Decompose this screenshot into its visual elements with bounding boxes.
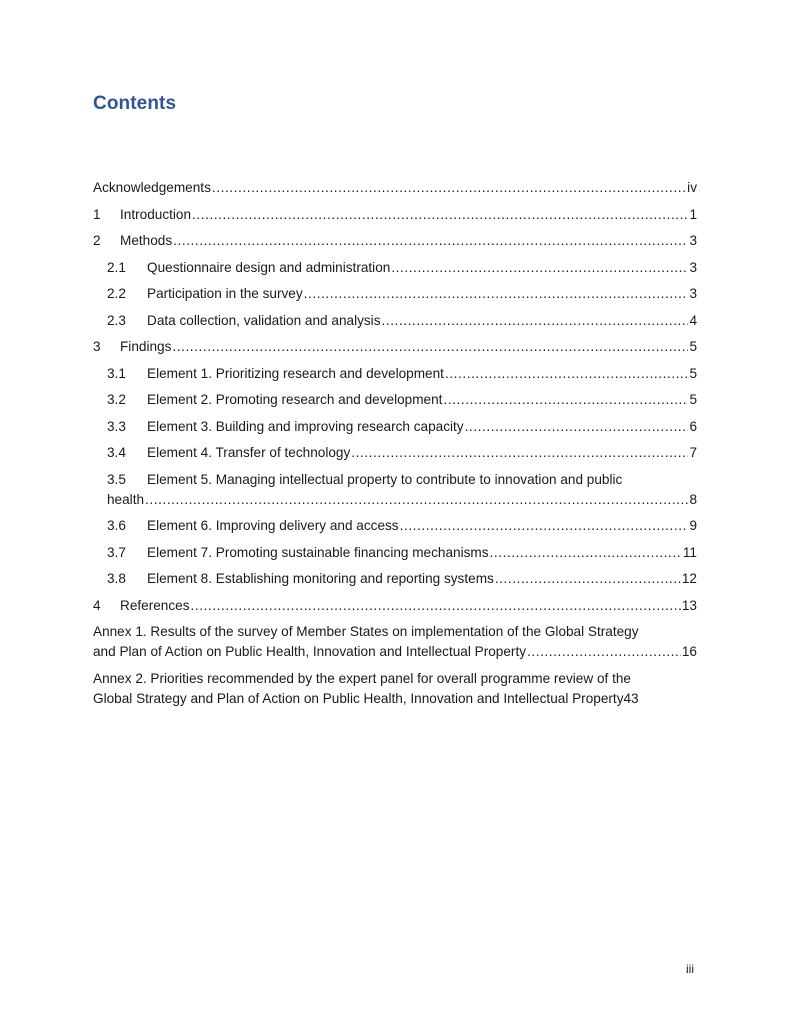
toc-entry-element-5[interactable] [93, 471, 697, 509]
dot-leader [191, 597, 681, 615]
toc-page-number: 43 [623, 690, 639, 706]
toc-entry-data-collection[interactable] [93, 312, 697, 330]
toc-page-number: 5 [689, 365, 697, 381]
toc-page-number: 4 [689, 312, 697, 328]
toc-page-number: 5 [689, 339, 697, 354]
toc-entry-participation[interactable] [93, 285, 697, 303]
toc-section-number: 3.4 [107, 445, 126, 460]
toc-entry-element-6[interactable] [93, 517, 697, 535]
toc-entry-references[interactable] [93, 597, 697, 615]
toc-section-number: 3.1 [107, 365, 126, 381]
toc-entry-text: Annex 2. Priorities recommended by the expert panel for overall programme review of the [93, 670, 631, 686]
dot-leader [400, 517, 689, 535]
dot-leader [391, 259, 688, 277]
toc-section-number: 3.3 [107, 418, 126, 434]
toc-page-number: 3 [689, 259, 697, 275]
toc-entry-text: Element 8. Establishing monitoring and reporting systems [147, 571, 494, 586]
toc-entry-text: Element 1. Prioritizing research and development [147, 365, 444, 381]
dot-leader [465, 418, 689, 436]
toc-section-number: 2 [93, 233, 101, 248]
dot-leader [212, 179, 686, 197]
toc-entry-text: Acknowledgements [93, 180, 211, 195]
toc-entry-findings[interactable] [93, 338, 697, 356]
toc-section-number: 2.2 [107, 286, 126, 301]
dot-leader [382, 312, 689, 330]
toc-entry-element-1[interactable] [93, 365, 697, 383]
toc-entry-text: References [120, 597, 190, 613]
toc-entry-introduction[interactable] [93, 206, 697, 224]
toc-entry-text: Data collection, validation and analysis [147, 312, 381, 328]
toc-entry-text: Findings [120, 339, 172, 354]
dot-leader [443, 391, 688, 409]
toc-entry-text: Element 6. Improving delivery and access [147, 518, 399, 533]
dot-leader [527, 643, 681, 661]
toc-entry-element-2[interactable] [93, 391, 697, 409]
toc-page-number: 7 [689, 445, 697, 460]
toc-entry-element-3[interactable] [93, 418, 697, 436]
toc-entry-text: Element 5. Managing intellectual property to contribute to innovation and public [147, 471, 623, 487]
toc-page-number: 1 [689, 206, 697, 222]
dot-leader [490, 544, 682, 562]
toc-section-number: 1 [93, 206, 101, 222]
toc-entry-text: Annex 1. Results of the survey of Member States on implementation of the Global Strategy [93, 624, 639, 639]
toc-page-number: 11 [682, 544, 697, 560]
toc-entry-text: Element 2. Promoting research and development [147, 392, 443, 407]
toc-section-number: 3.7 [107, 544, 126, 560]
toc-section-number: 4 [93, 597, 101, 613]
toc-section-number: 3.8 [107, 571, 126, 586]
toc-section-number: 2.1 [107, 259, 126, 275]
page-title: Contents [93, 93, 177, 114]
toc-entry-text: Methods [120, 233, 173, 248]
dot-leader [173, 232, 688, 250]
toc-entry-questionnaire-design[interactable] [93, 259, 697, 277]
toc-entry-text: Participation in the survey [147, 286, 303, 301]
toc-section-number: 3.2 [107, 392, 126, 407]
toc-page-number: 3 [689, 233, 697, 248]
toc-page-number: 16 [681, 644, 697, 659]
toc-page-number: 12 [681, 571, 697, 586]
toc-entry-element-7[interactable] [93, 544, 697, 562]
dot-leader [145, 491, 688, 509]
toc-section-number: 3.6 [107, 518, 126, 533]
toc-entry-annex-2[interactable] [93, 670, 697, 708]
toc-page-number: 8 [689, 491, 697, 507]
dot-leader [172, 338, 688, 356]
toc-entry-annex-1[interactable] [93, 623, 697, 661]
toc-entry-text: Introduction [120, 206, 192, 222]
toc-entry-text: Questionnaire design and administration [147, 259, 391, 275]
toc-entry-text-continued: health [107, 491, 145, 507]
dot-leader [304, 285, 689, 303]
toc-section-number: 3.5 [107, 471, 126, 487]
dot-leader [445, 365, 688, 383]
toc-page-number: 13 [681, 597, 697, 613]
toc-page-number: 6 [689, 418, 697, 434]
toc-entry-element-8[interactable] [93, 570, 697, 588]
page-footer-number: iii [686, 962, 694, 976]
dot-leader [351, 444, 688, 462]
toc-entry-text: Element 4. Transfer of technology [147, 445, 351, 460]
toc-entry-text-continued: and Plan of Action on Public Health, Innovation and Intellectual Property [93, 644, 527, 659]
toc-entry-text-continued: Global Strategy and Plan of Action on Public Health, Innovation and Intellectual Property [93, 690, 624, 706]
toc-section-number: 2.3 [107, 312, 126, 328]
toc-section-number: 3 [93, 339, 101, 354]
dot-leader [192, 206, 688, 224]
toc-page-number: 9 [689, 518, 697, 533]
table-of-contents [93, 179, 697, 716]
toc-entry-methods[interactable] [93, 232, 697, 250]
toc-entry-text: Element 7. Promoting sustainable financing mechanisms [147, 544, 489, 560]
toc-entry-element-4[interactable] [93, 444, 697, 462]
toc-entry-acknowledgements[interactable] [93, 179, 697, 197]
dot-leader [495, 570, 681, 588]
toc-page-number: iv [687, 180, 697, 195]
toc-page-number: 3 [689, 286, 697, 301]
toc-page-number: 5 [689, 392, 697, 407]
toc-entry-text: Element 3. Building and improving research capacity [147, 418, 464, 434]
